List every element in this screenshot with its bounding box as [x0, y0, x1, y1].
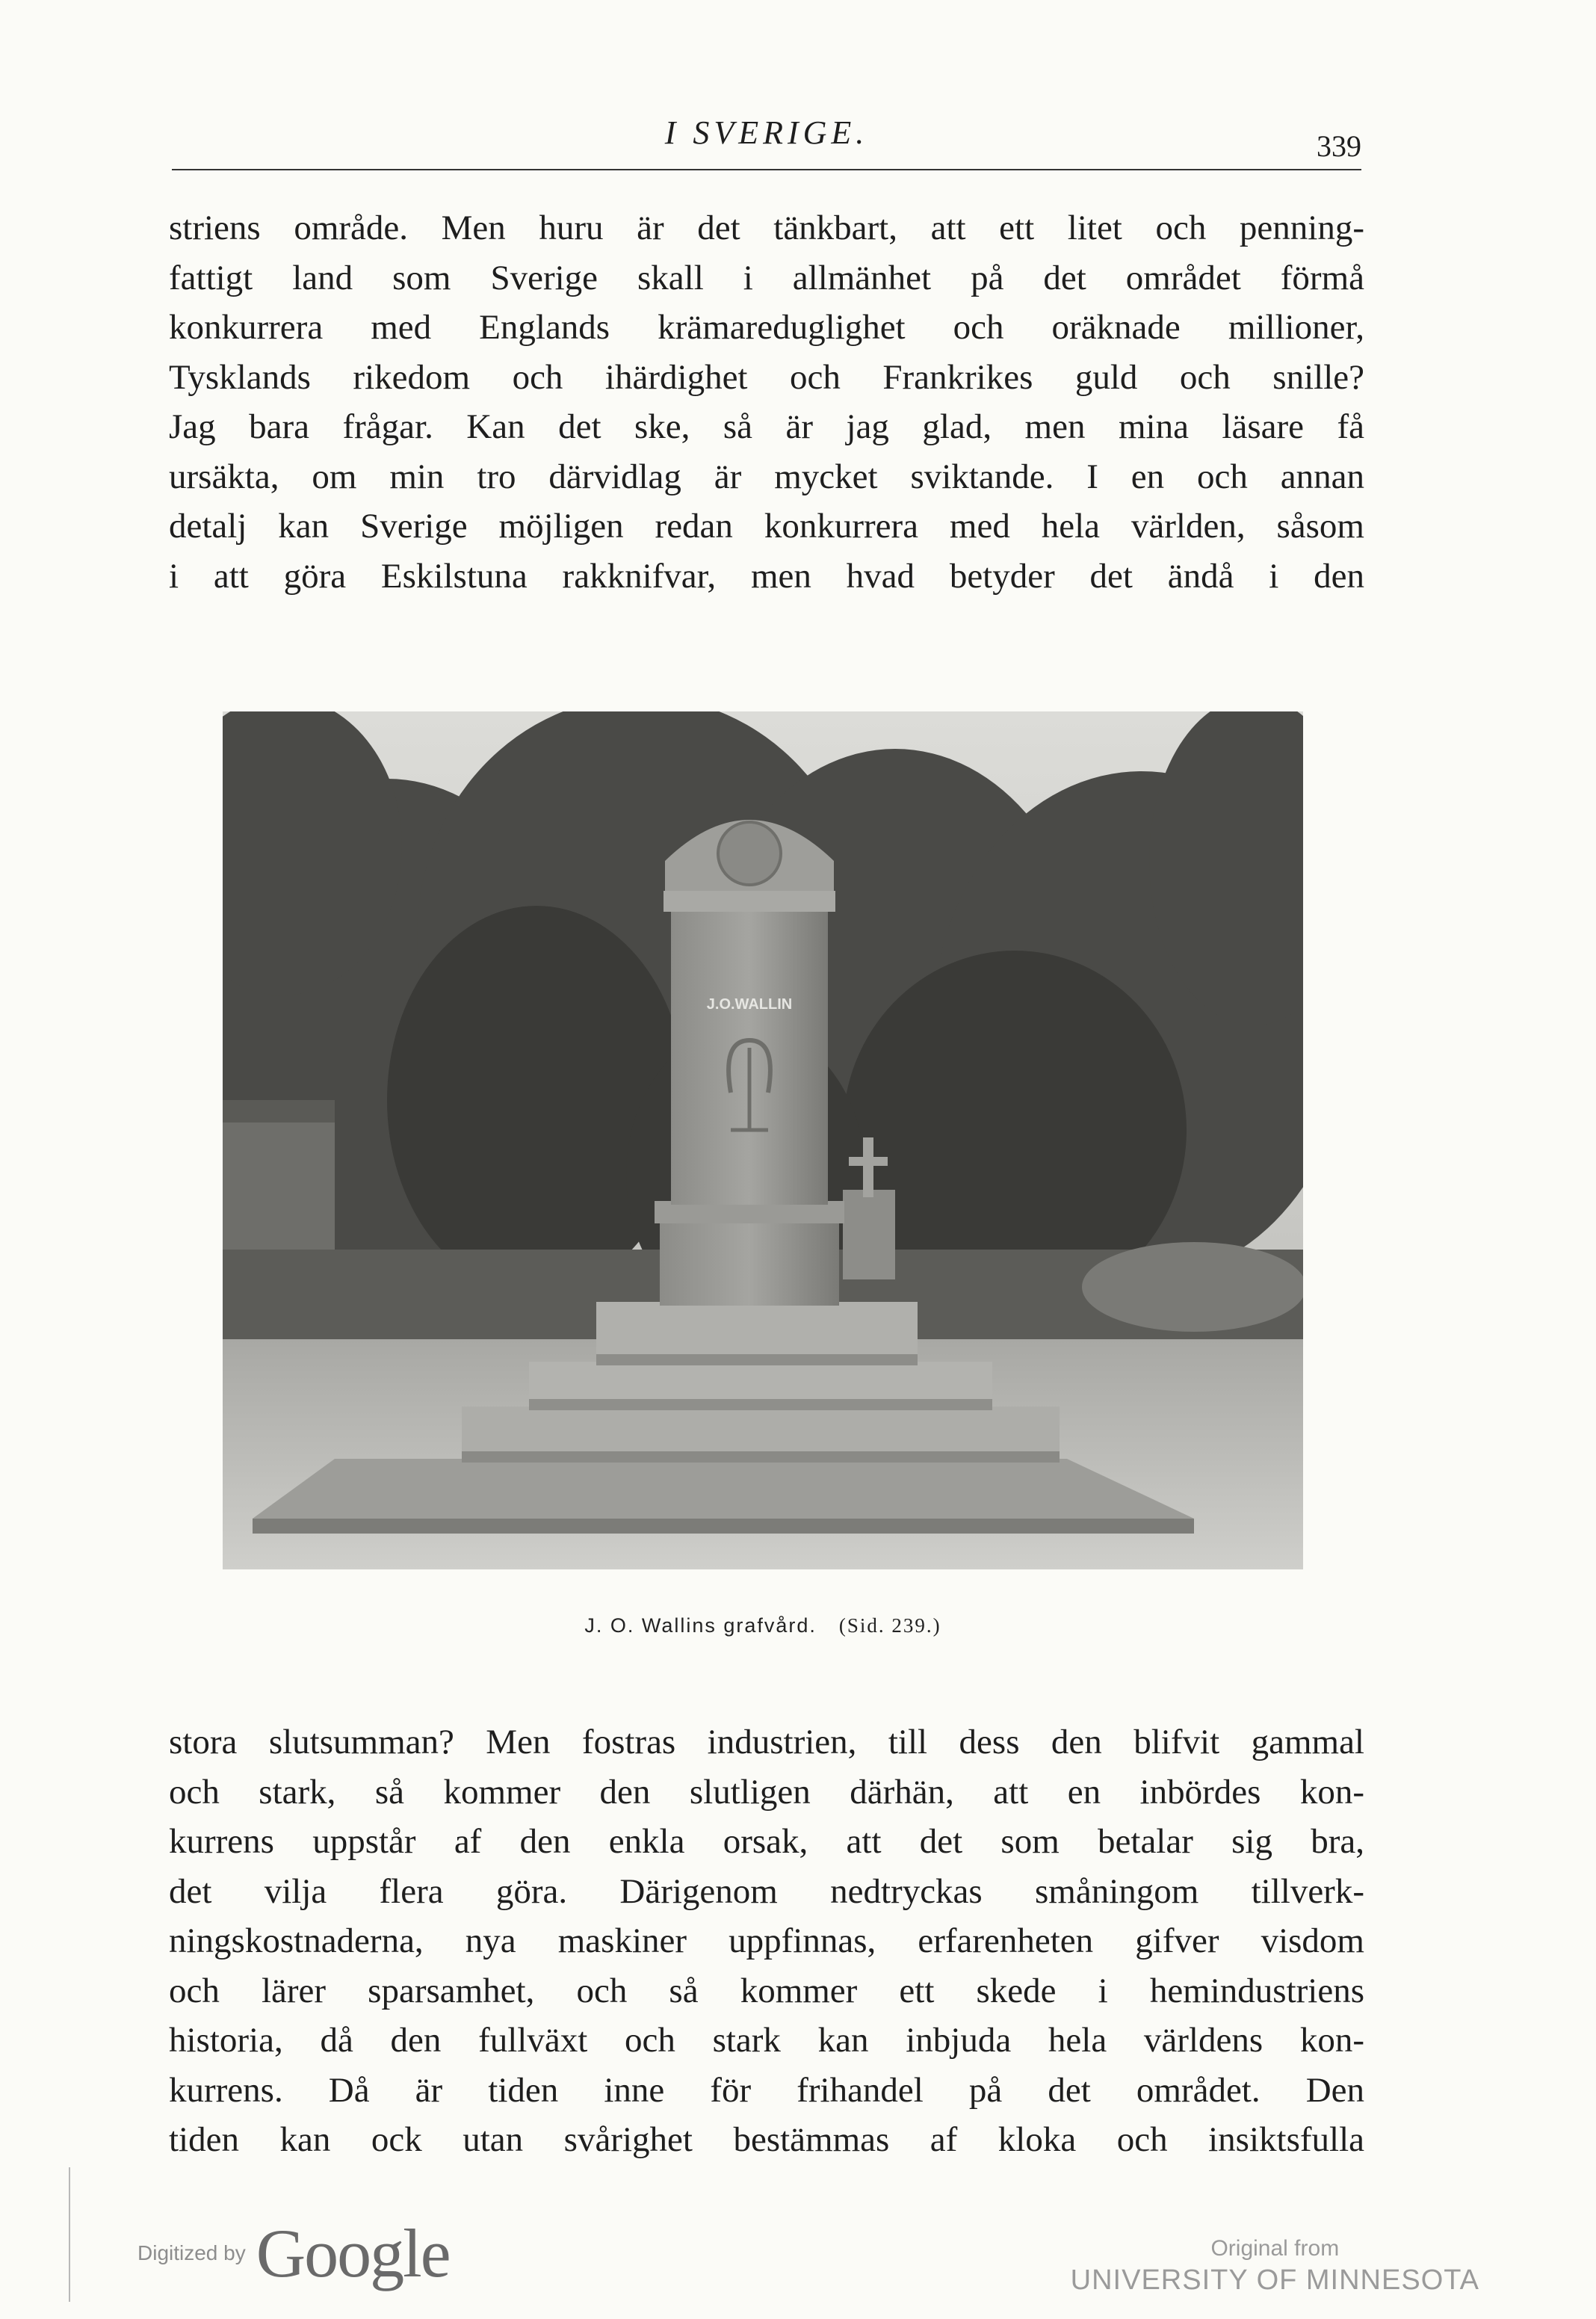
- text-line: i att göra Eskilstuna rakknifvar, men hvad betyder det ändå i den: [169, 556, 1364, 596]
- text-line: ningskostnaderna, nya maskiner uppfinnas, erfarenheten gifver visdom: [169, 1921, 1364, 1960]
- running-head: I SVERIGE.: [664, 114, 869, 151]
- caption-text: J. O. Wallins grafvård.: [584, 1614, 817, 1637]
- text-line: striens område. Men huru är det tänkbart, att ett litet och penning-: [169, 209, 1364, 247]
- text-line: stora slutsumman? Men fostras industrien, till dess den blifvit gammal: [169, 1723, 1364, 1761]
- text-line: kurrens. Då är tiden inne för frihandel på det området. Den: [169, 2070, 1364, 2110]
- text-line: detalj kan Sverige möjligen redan konkurrera med hela världen, såsom: [169, 507, 1364, 546]
- text-line: det vilja flera göra. Därigenom nedtryckas småningom tillverk-: [169, 1871, 1364, 1911]
- digitized-by-watermark: [137, 2214, 450, 2293]
- original-from-label: Original from: [1210, 2236, 1340, 2261]
- body-text-bottom: [169, 1717, 1364, 2165]
- grave-monument-photo: [223, 711, 1303, 1569]
- text-line: kurrens uppstår af den enkla orsak, att det som betalar sig bra,: [169, 1822, 1364, 1861]
- text-line: ursäkta, om min tro därvidlag är mycket sviktande. I en och annan: [169, 457, 1364, 496]
- text-line: Jag bara frågar. Kan det ske, så är jag glad, men mina läsare få: [169, 407, 1364, 446]
- monument-inscription: J.O.WALLIN: [706, 996, 793, 1013]
- scan-edge-rule: [69, 2167, 70, 2302]
- page-number: 339: [1317, 129, 1361, 163]
- body-text-top: [169, 203, 1364, 601]
- caption-page-ref: (Sid. 239.): [838, 1614, 941, 1637]
- text-line: konkurrera med Englands krämareduglighet och oräknade millioner,: [169, 308, 1364, 347]
- source-attribution: [1071, 2236, 1479, 2297]
- google-logo: Google: [256, 2215, 450, 2291]
- text-line: fattigt land som Sverige skall i allmänhet på det området förmå: [169, 258, 1364, 297]
- header-rule: [172, 169, 1361, 170]
- text-line: Tysklands rikedom och ihärdighet och Frankrikes guld och snille?: [169, 357, 1364, 397]
- page-header: [172, 114, 1361, 173]
- digitized-by-label: Digitized by: [137, 2241, 246, 2264]
- text-line: tiden kan ock utan svårighet bestämmas af kloka och insiktsfulla: [169, 2120, 1364, 2159]
- text-line: och lärer sparsamhet, och så kommer ett skede i hemindustriens: [169, 1971, 1364, 2010]
- university-name: UNIVERSITY OF MINNESOTA: [1070, 2264, 1479, 2296]
- text-line: och stark, så kommer den slutligen därhän, att en inbördes kon-: [169, 1772, 1364, 1812]
- figure-caption: [223, 1614, 1303, 1637]
- text-line: historia, då den fullväxt och stark kan inbjuda hela världens kon-: [169, 2021, 1364, 2060]
